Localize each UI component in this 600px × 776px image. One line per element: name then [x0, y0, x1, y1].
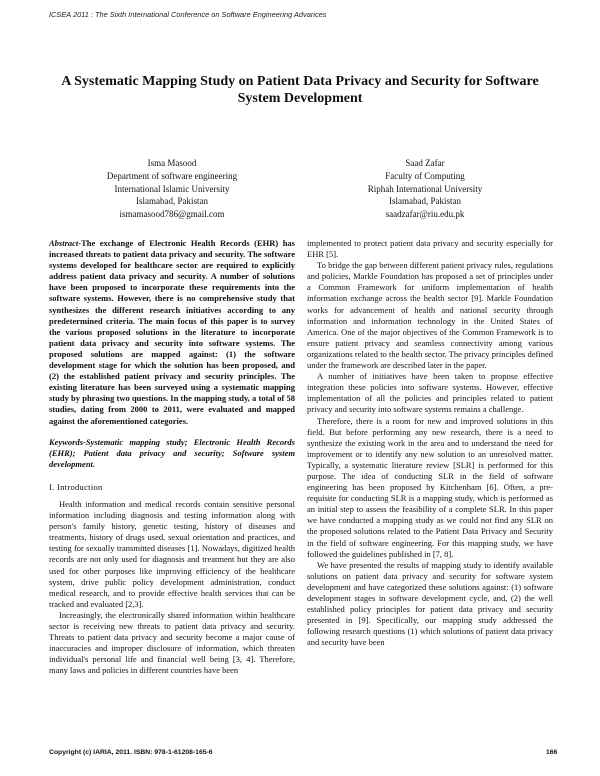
author-dept: Department of software engineering — [106, 170, 238, 181]
paragraph: To bridge the gap between different patient privacy rules, regulations and policies, Markle Foundation has proposed a set of principles under a Common Framework for uniform implementation of health information exchange across the health sector [9]. Markle Foundation works for advancement of health and national security through information and information technology in the United States of America. One of the major objectives of the Common Framework is to ensure patient privacy and seamless connectivity among various organizations related to the health sector. The privacy principles defined under the framework are described later in the paper. — [307, 260, 553, 371]
paragraph: implemented to protect patient data privacy and security especially for EHR [5]. — [307, 238, 553, 260]
author-email[interactable]: saadzafar@riu.edu.pk — [385, 209, 465, 220]
abstract-text: The exchange of Electronic Health Records (EHR) has increased threats to patient data privacy and security. The software systems developed for healthcare sector are required to explicitly address patient data privacy and security. A number of solutions have been proposed to incorporate these requirements into the software systems. However, there is no comprehensive study that synthesizes the different research initiatives according to any predetermined criteria. The main focus of this paper is to survey the various proposed solutions in the literature to incorporate patient data privacy and security into software systems. The proposed solutions are mapped against: (1) the software development stage for which the solution has been proposed, and (2) the established patient privacy and security principles. The existing literature has been surveyed using a systematic mapping study by phrasing two questions. In the mapping study, a total of 58 studies, dating from 2000 to 2011, were evaluated and mapped against the aforementioned categories. — [49, 238, 295, 426]
author-dept: Faculty of Computing — [385, 170, 465, 181]
author-block-2 — [330, 157, 520, 221]
author-email[interactable]: ismamasood786@gmail.com — [119, 209, 225, 220]
paragraph: Health information and medical records contain sensitive personal information including diagnosis and testing information along with person's family history, genetic testing, history of diseases and treatments, history of drugs used, sexual orientation and practices, and testing for sexually transmitted diseases [1]. Nowadays, digitized health records are not only used for diagnosis and treatment but they are also used for other purposes like improving efficiency of the healthcare system, drive public policy development administration, conduct medical research, and to provide effective health services that can be tracked and evaluated [2,3]. — [49, 498, 295, 609]
paragraph: Increasingly, the electronically shared information within healthcare sector is receiving new threats to patient data privacy and security. Threats to patient data privacy and security become a major cause of inaccuracies and improper disclosure of information, which threaten individual's personal life and financial well being [3, 4]. Therefore, many laws and policies in different countries have been — [49, 609, 295, 676]
running-header: ICSEA 2011 : The Sixth International Conference on Software Engineering Advances — [49, 10, 327, 19]
author-block-1 — [77, 157, 267, 221]
paper-title: A Systematic Mapping Study on Patient Data Privacy and Security for Software System Development — [61, 74, 539, 106]
abstract-lead: Abstract- — [49, 238, 82, 248]
author-city: Islamabad, Pakistan — [136, 196, 208, 207]
page-number: 166 — [546, 749, 558, 756]
left-column — [49, 238, 295, 676]
paragraph: We have presented the results of mapping study to identify available solutions on patient data privacy and security for software system development and have categorized these solutions against: (1) software development stages in software development cycle, and, (2) the well established policy principles for patient data privacy and security presented in [9]. Specifically, our mapping study addressed the following research questions (1) which solutions of patient data privacy and security have been — [307, 559, 553, 648]
footer-copyright: Copyright (c) IARIA, 2011. ISBN: 978-1-61208-165-6 — [49, 749, 213, 756]
author-name: Saad Zafar — [405, 158, 445, 168]
right-column — [307, 238, 553, 648]
author-city: Islamabad, Pakistan — [389, 196, 461, 207]
author-name: Isma Masood — [147, 158, 197, 168]
paragraph: A number of initiatives have been taken to propose effective integration these policies into software systems. However, effective implementation of all the policies and principles related to patient privacy and security into software systems remains a challenge. — [307, 371, 553, 415]
author-org: International Islamic University — [114, 183, 230, 194]
keywords: Keywords-Systematic mapping study; Electronic Health Records (EHR); Patient data privacy and security; Software system development. — [49, 436, 295, 469]
abstract — [49, 238, 295, 427]
author-org: Riphah International University — [367, 183, 483, 194]
section-heading: I. Introduction — [49, 481, 103, 492]
paragraph: Therefore, there is a room for new and improved solutions in this field. But before performing any new research, there is a need to synthesize the existing work in the area and to understand the need for improvement or to identify any new solution to an unresolved matter. Typically, a systematic literature review [SLR] is performed for this purpose. The idea of conducting SLR in the field of software engineering has been proposed by Kitchenham [6]. Often, a pre-requisite for conducting SLR is a mapping study, which is performed as an initial step to assess the feasibility of a complete SLR. In this paper we have conducted a mapping study as we could not find any SLR on the proposed solutions related to the Patient Data Privacy and Security in the field of software engineering. For this mapping study, we have followed the guidelines published in [7, 8]. — [307, 415, 553, 559]
